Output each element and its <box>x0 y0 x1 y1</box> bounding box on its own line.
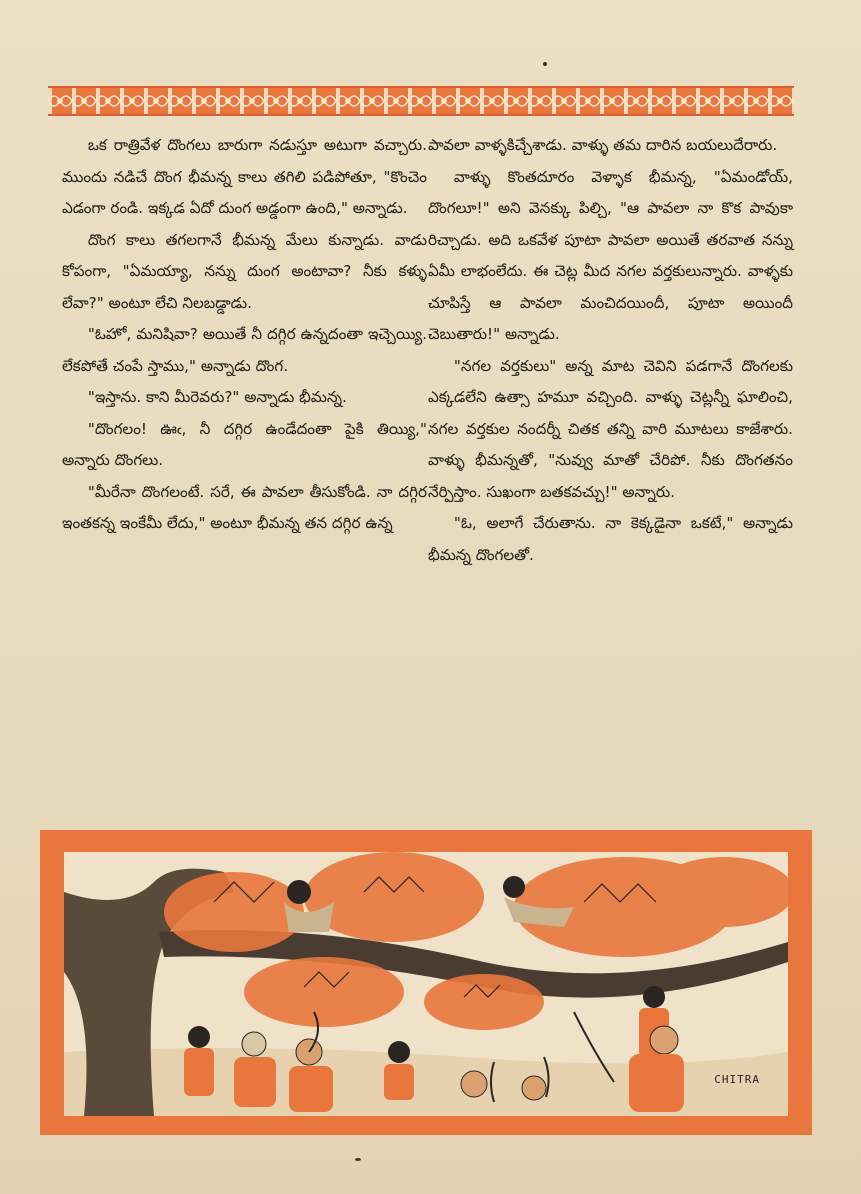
ornament-dot <box>634 99 638 103</box>
forest-thieves-scene-icon <box>64 852 788 1116</box>
ornament-pattern-icon <box>48 88 794 114</box>
story-paragraph: "ఓ, అలాగే చేరుతాను. నా కెక్కడైనా ఒకటే," అన్నాడు భీమన్న దొంగలతో. <box>428 514 793 564</box>
ornament-dot <box>322 99 326 103</box>
ornament-dot <box>610 99 614 103</box>
story-paragraph: దొంగ కాలు తగలగానే భీమన్న మేలు కున్నాడు. వాడు కోపంగా, "ఏమయ్యా, నన్ను దుంగ అంటావా? నీకు కళ్ళు లేవా?" అంటూ లేచి నిలబడ్డాడు. <box>62 230 427 312</box>
right-text-column <box>428 130 793 571</box>
ornament-dot <box>682 99 686 103</box>
ornament-dot <box>778 99 782 103</box>
ornament-dot <box>202 99 206 103</box>
ornament-dot <box>394 99 398 103</box>
story-illustration-frame <box>40 830 812 1135</box>
ornament-dot <box>82 99 86 103</box>
ornament-dot <box>298 99 302 103</box>
ornament-dot <box>226 99 230 103</box>
print-speck <box>355 1158 361 1161</box>
ornament-dot <box>466 99 470 103</box>
ornament-dot <box>538 99 542 103</box>
ornament-dot <box>442 99 446 103</box>
ornament-dot <box>586 99 590 103</box>
ornament-dot <box>514 99 518 103</box>
ornament-dot <box>106 99 110 103</box>
ornament-dot <box>346 99 350 103</box>
story-paragraph: "మీరేనా దొంగలంటే. సరే, ఈ పావలా తీసుకోండి. నా దగ్గిర ఇంతకన్న ఇంకేమీ లేదు," అంటూ భీమన్న తన దగ్గిర ఉన్న <box>62 482 427 532</box>
story-paragraph: "ఇస్తాను. కాని మీరెవరు?" అన్నాడు భీమన్న. <box>87 388 347 406</box>
ornament-dot <box>58 99 62 103</box>
ornament-dot <box>658 99 662 103</box>
story-paragraph: "దొంగలం! ఊఁ, నీ దగ్గిర ఉండేదంతా పైకి తియ్యి," అన్నారు దొంగలు. <box>62 419 427 469</box>
decorative-border-band <box>48 86 794 116</box>
story-paragraph: ఒక రాత్రివేళ దొంగలు బారుగా నడుస్తూ అటుగా వచ్చారు. ముందు నడిచే దొంగ భీమన్న కాలు తగిలి పడిపోతూ, "కొంచెం ఎడంగా రండి. ఇక్కడ ఏదో దుంగ అడ్డంగా ఉంది," అన్నాడు. <box>62 136 427 217</box>
ornament-dot <box>706 99 710 103</box>
story-paragraph: "ఓహో, మనిషివా? అయితే నీ దగ్గిర ఉన్నదంతా ఇచ్చెయ్యి. లేకపోతే చంపే స్తాము," అన్నాడు దొంగ. <box>62 325 427 375</box>
ornament-dot <box>250 99 254 103</box>
ornament-dot <box>562 99 566 103</box>
story-paragraph: "నగల వర్తకులు" అన్న మాట చెవిని పడగానే దొంగలకు ఎక్కడలేని ఉత్సా హమూ వచ్చింది. వాళ్ళు చెట్లన్నీ ఘాలించి, నగల వర్తకుల నందర్నీ చితక తన్ని వారి మూటలు కాజేశారు. వాళ్ళు భీమన్నతో, "నువ్వు మాతో చేరిపో. నీకు దొంగతనం నేర్పిస్తాం. సుఖంగా బతకవచ్చు!" అన్నారు. <box>428 356 793 501</box>
ornament-dot <box>490 99 494 103</box>
ornament-dot <box>274 99 278 103</box>
story-paragraph-continuation: పావలా వాళ్ళకిచ్చేశాడు. వాళ్ళు తమ దారిన బయలుదేరారు. <box>428 136 778 154</box>
story-illustration <box>64 852 788 1116</box>
ornament-dot <box>730 99 734 103</box>
ornament-dot <box>418 99 422 103</box>
ornament-dot <box>370 99 374 103</box>
ornament-dot <box>130 99 134 103</box>
ornament-wave <box>792 96 794 106</box>
ornament-dot <box>754 99 758 103</box>
story-paragraph: వాళ్ళు కొంతదూరం వెళ్ళాక భీమన్న, "ఏమండోయ్, దొంగలూ!" అని వెనక్కు పిల్చి, "ఆ పావలా నా కొక పావుకా రిచ్చాడు. అది ఒకవేళ పూటా పావలా అయితే తరవాత నన్ను ఏమీ లాభంలేదు. ఈ చెట్ల మీద నగల వర్తకులున్నారు. వాళ్ళకు చూపిస్తే ఆ పావలా మంచిదయిందీ, పూటా అయిందీ చెబుతారు!" అన్నాడు. <box>428 167 793 343</box>
artist-signature: CHITRA <box>714 1073 760 1086</box>
ornament-dot <box>154 99 158 103</box>
ornament-dot <box>178 99 182 103</box>
print-speck <box>543 62 547 66</box>
left-text-column <box>62 130 427 540</box>
